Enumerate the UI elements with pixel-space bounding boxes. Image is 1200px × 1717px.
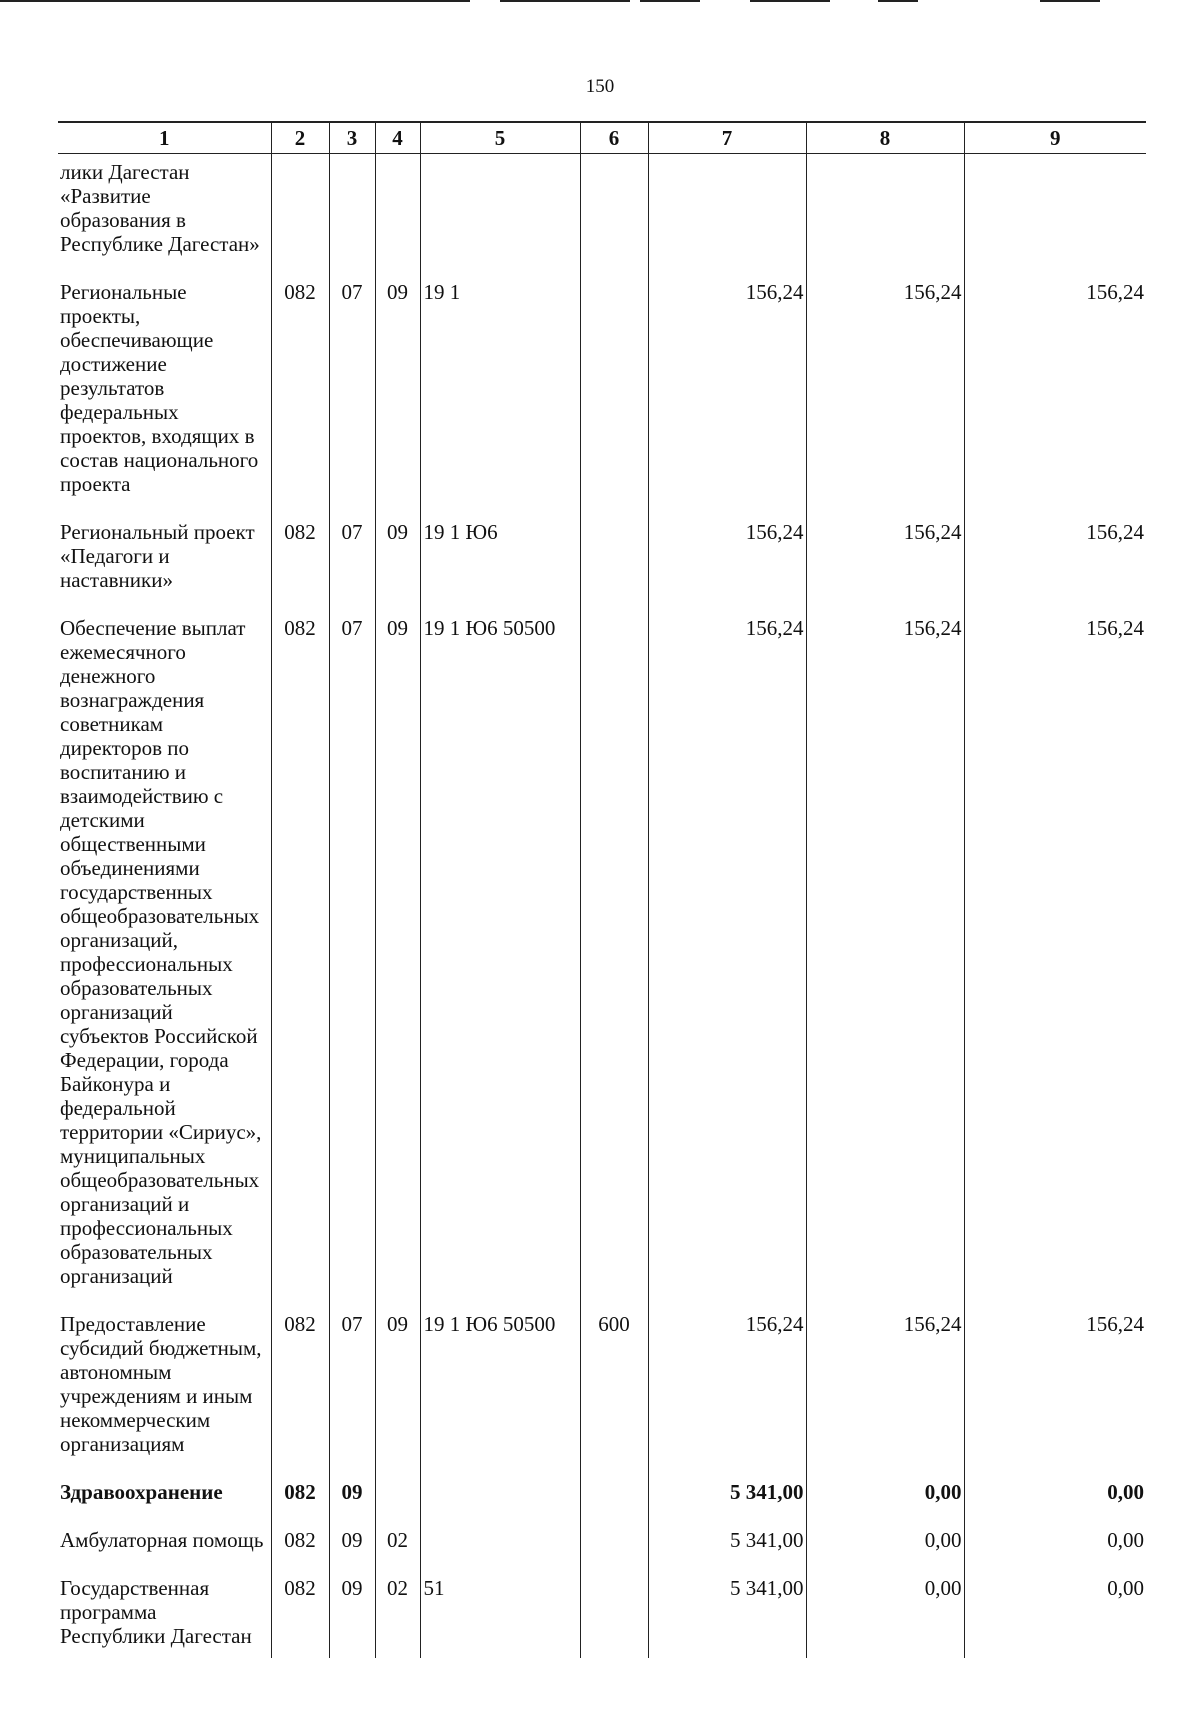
table-row [58, 606, 1146, 1302]
cell-amount-3: 0,00 [964, 1518, 1146, 1566]
row-name: Региональный проект «Педагоги и наставники» [58, 510, 271, 606]
cell-section: 07 [329, 270, 375, 510]
row-name: Здравоохранение [58, 1470, 271, 1518]
header-row [58, 122, 1146, 154]
header-cell: 1 [58, 122, 271, 154]
budget-table [58, 121, 1146, 1658]
cell-amount-1: 5 341,00 [648, 1566, 806, 1658]
cell-amount-3: 156,24 [964, 1302, 1146, 1470]
header-cell: 2 [271, 122, 329, 154]
cell-subsection: 02 [375, 1566, 420, 1658]
row-name: Предоставление субсидий бюджетным, автономным учреждениям и иным некоммерческим организациям [58, 1302, 271, 1470]
cell-amount-1: 156,24 [648, 510, 806, 606]
row-name: Региональные проекты, обеспечивающие достижение результатов федеральных проектов, входящих в состав национального проекта [58, 270, 271, 510]
cell-amount-3: 156,24 [964, 270, 1146, 510]
table-row [58, 510, 1146, 606]
table-row [58, 154, 1146, 271]
cell-admin-code: 082 [271, 510, 329, 606]
cell-amount-1: 156,24 [648, 270, 806, 510]
cell-amount-1: 5 341,00 [648, 1470, 806, 1518]
cell-amount-2: 0,00 [806, 1566, 964, 1658]
table-row [58, 1470, 1146, 1518]
cell-section: 07 [329, 510, 375, 606]
cell-admin-code: 082 [271, 1566, 329, 1658]
cell-admin-code: 082 [271, 270, 329, 510]
cell-expense-type [580, 270, 648, 510]
cell-amount-1: 5 341,00 [648, 1518, 806, 1566]
cell-subsection: 09 [375, 606, 420, 1302]
cell-section [329, 154, 375, 271]
cell-target-code: 19 1 Ю6 50500 [420, 606, 580, 1302]
cell-expense-type [580, 1518, 648, 1566]
cell-subsection: 02 [375, 1518, 420, 1566]
cell-expense-type: 600 [580, 1302, 648, 1470]
cell-expense-type [580, 510, 648, 606]
cell-target-code [420, 1470, 580, 1518]
cell-target-code: 19 1 Ю6 50500 [420, 1302, 580, 1470]
cell-admin-code: 082 [271, 1518, 329, 1566]
table-row [58, 1518, 1146, 1566]
cell-section: 09 [329, 1518, 375, 1566]
cell-amount-1 [648, 154, 806, 271]
cell-target-code: 19 1 Ю6 [420, 510, 580, 606]
header-cell: 6 [580, 122, 648, 154]
cell-target-code [420, 154, 580, 271]
cell-amount-2: 156,24 [806, 510, 964, 606]
cell-amount-2: 0,00 [806, 1470, 964, 1518]
cell-amount-1: 156,24 [648, 606, 806, 1302]
cell-target-code [420, 1518, 580, 1566]
row-name: Обеспечение выплат ежемесячного денежного вознаграждения советникам директоров по воспитанию и взаимодействию с детскими общественными объединениями государственных общеобразовательных организаций, профессиональных образовательных организаций субъектов Российской Федерации, города Байконура и федеральной территории «Сириус», муниципальных общеобразовательных организаций и профессиональных образовательных организаций [58, 606, 271, 1302]
cell-amount-3: 156,24 [964, 510, 1146, 606]
row-name: лики Дагестан «Развитие образования в Республике Дагестан» [58, 154, 271, 271]
table-row [58, 1302, 1146, 1470]
cell-expense-type [580, 154, 648, 271]
cell-subsection: 09 [375, 1302, 420, 1470]
header-cell: 8 [806, 122, 964, 154]
cell-section: 09 [329, 1470, 375, 1518]
page-number: 150 [585, 76, 615, 97]
cell-subsection: 09 [375, 510, 420, 606]
cell-section: 07 [329, 1302, 375, 1470]
cell-section: 07 [329, 606, 375, 1302]
cell-amount-2: 156,24 [806, 606, 964, 1302]
cell-expense-type [580, 606, 648, 1302]
cell-amount-3: 0,00 [964, 1470, 1146, 1518]
cell-subsection [375, 1470, 420, 1518]
table-row [58, 1566, 1146, 1658]
cell-admin-code [271, 154, 329, 271]
cell-amount-2: 156,24 [806, 270, 964, 510]
cell-expense-type [580, 1470, 648, 1518]
cell-section: 09 [329, 1566, 375, 1658]
cell-subsection [375, 154, 420, 271]
row-name: Государственная программа Республики Дагестан [58, 1566, 271, 1658]
cell-amount-2: 156,24 [806, 1302, 964, 1470]
cell-expense-type [580, 1566, 648, 1658]
cell-amount-3: 0,00 [964, 1566, 1146, 1658]
cell-target-code: 51 [420, 1566, 580, 1658]
cell-amount-1: 156,24 [648, 1302, 806, 1470]
header-cell: 5 [420, 122, 580, 154]
cell-subsection: 09 [375, 270, 420, 510]
scan-top-border [0, 0, 1200, 3]
table-row [58, 270, 1146, 510]
cell-admin-code: 082 [271, 1470, 329, 1518]
cell-target-code: 19 1 [420, 270, 580, 510]
cell-admin-code: 082 [271, 1302, 329, 1470]
row-name: Амбулаторная помощь [58, 1518, 271, 1566]
cell-amount-2 [806, 154, 964, 271]
cell-amount-3 [964, 154, 1146, 271]
cell-admin-code: 082 [271, 606, 329, 1302]
cell-amount-3: 156,24 [964, 606, 1146, 1302]
header-cell: 7 [648, 122, 806, 154]
cell-amount-2: 0,00 [806, 1518, 964, 1566]
header-cell: 9 [964, 122, 1146, 154]
header-cell: 4 [375, 122, 420, 154]
header-cell: 3 [329, 122, 375, 154]
